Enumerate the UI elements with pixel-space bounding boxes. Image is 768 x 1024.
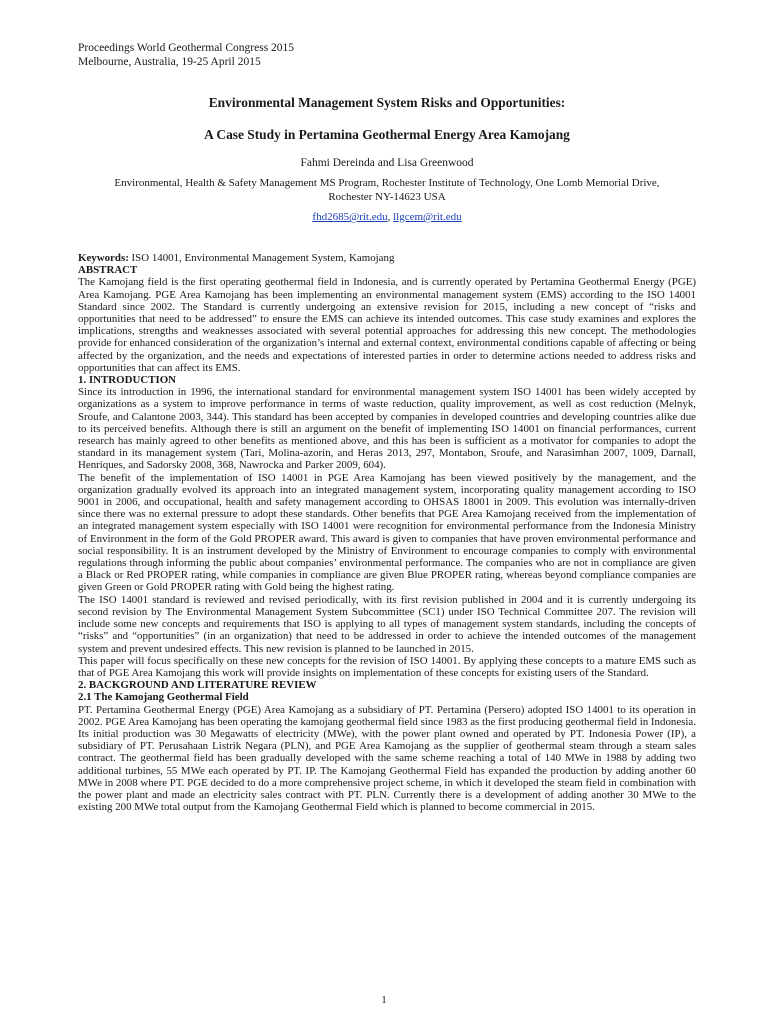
conference-header (78, 42, 294, 69)
affiliation-line2: Rochester NY-14623 USA (328, 190, 446, 203)
keywords-text: ISO 14001, Environmental Management System, Kamojang (128, 252, 395, 264)
paper-title-line1: Environmental Management System Risks and Opportunities: (208, 95, 566, 110)
authors: Fahmi Dereinda and Lisa Greenwood (300, 157, 474, 169)
email-link-1[interactable]: fhd2685@rit.edu (312, 211, 388, 223)
author-emails (78, 211, 696, 223)
email-link-2[interactable]: llgcem@rit.edu (393, 211, 462, 223)
keywords (78, 252, 696, 264)
conference-name: Proceedings World Geothermal Congress 2015 (78, 42, 295, 54)
email-separator: , (387, 211, 394, 223)
introduction-paragraph-4: This paper will focus specifically on these new concepts for the revision of ISO 14001. By applying these concepts to a mature EMS such as that of PGE Area Kamojang this work will provide insights on implementation of these concepts for existing users of the Standard. (78, 654, 696, 679)
abstract-heading: ABSTRACT (78, 264, 138, 277)
introduction-paragraph-3: The ISO 14001 standard is reviewed and revised periodically, with its first revision published in 2004 and it is currently undergoing its second revision by The Environmental Management System Subcommittee (SC1) under ISO Technical Committee 207. The revision will include some new concepts and requirements that ISO is applying to all types of management system standards, including the concepts of “risks” and “opportunities” (in an organization) that need to be addressed in order to achieve the intended outcomes of the management system and prevent undesired effects. This new revision is planned to be launched in 2015. (78, 593, 696, 655)
background-subheading: 2.1 The Kamojang Geothermal Field (78, 691, 249, 704)
keywords-label: Keywords: (78, 252, 129, 264)
affiliation-line1: Environmental, Health & Safety Management MS Program, Rochester Institute of Technology, One Lomb Memorial Drive, (114, 177, 660, 189)
introduction-paragraph-1: Since its introduction in 1996, the international standard for environmental management system ISO 14001 has been widely accepted by organizations as a system to improve performance in terms of waste reduction, quality improvement, as well as cost reduction (Melnyk, Sroufe, and Calantone 2003, 344). This standard has been accepted by companies in developed countries and developing countries alike due to its perceived benefits. Although there is still an argument on the benefit of implementing ISO 14001 on financial performances, current research has mainly agreed to other benefits as mentioned above, and this has been is sufficient as a motivator for companies to adopt the standard in its management system (Tari, Molina-azorin, and Heras 2013, 297, Montabon, Sroufe, and Narasimhan 2007, 1009, Darnall, Henriques, and Sadorsky 2008, 368, Nawrocka and Parker 2009, 604). (78, 386, 696, 472)
paper-body (78, 252, 696, 813)
affiliation (78, 177, 696, 204)
paper-title-line2: A Case Study in Pertamina Geothermal Energy Area Kamojang (204, 127, 570, 142)
abstract-text: The Kamojang field is the first operating geothermal field in Indonesia, and is currently operated by Pertamina Geothermal Energy (PGE) Area Kamojang. PGE Area Kamojang has been implementing an environmental management system (EMS) according to the ISO 14001 Standard since 2002. The Standard is currently undergoing an extensive revision for 2015, including a new concept of “risks and opportunities that need to be addressed” to ensure the EMS can achieve its intended outcomes. This case study examines and explores the implications, strengths and weaknesses associated with several potential approaches for addressing this new concept. The methodologies provide for enhanced consideration of the organization’s internal and external context, environmental conditions capable of affecting or being affected by the organization, and the needs and expectations of interested parties in order to determine actions needed to address risks and opportunities that can affect its EMS. (78, 276, 696, 374)
page-number: 1 (381, 994, 387, 1006)
background-heading: 2. BACKGROUND AND LITERATURE REVIEW (78, 679, 317, 692)
introduction-paragraph-2: The benefit of the implementation of ISO 14001 in PGE Area Kamojang has been viewed positively by the management, and the organization gradually evolved its approach into an integrated management system, incorporating quality management according to ISO 9001 in 2006, and occupational, health and safety management according to OHSAS 18001 in 2009. This evolution was internally-driven since there was no external pressure to adopt these standards. Other benefits that PGE Area Kamojang received from the implementation of an integrated management system especially with ISO 14001 were recognition for environmental performance from the Indonesia Ministry of Environment in the form of the Gold PROPER award. This award is given to companies that have proven environmental performance and social responsibility. It is an instrument developed by the Ministry of Environment to encourage companies to comply with environmental regulations through informing the public about companies’ environmental performance. The companies who are not in compliance are given a Black or Red PROPER rating, while companies in compliance are given Blue PROPER rating, whereas beyond compliance companies are given Green or Gold PROPER rating with Gold being the highest rating. (78, 471, 696, 594)
background-text: PT. Pertamina Geothermal Energy (PGE) Area Kamojang as a subsidiary of PT. Pertamina (Persero) adopted ISO 14001 to its operation in 2002. PGE Area Kamojang has been operating the kamojang geothermal field since 1983 as the first producing geothermal field in Indonesia. Its initial production was 30 Megawatts of electricity (MWe), with the power plant owned and operated by PT. Indonesia Power (IP), a subsidiary of PT. Perusahaan Listrik Negara (PLN), and PGE Area Kamojang as the supplier of geothermal steam through a steam sales contract. The geothermal field has been gradually developed with the same scheme reaching a total of 140 MWe in 1988 by adding two additional turbines, 55 MWe each operated by PT. IP. The Kamojang Geothermal Field has expanded the production by adding another 60 MWe in 2008 where PT. PGE decided to do a more comprehensive project scheme, in which it developed the steam field in combination with the power plant and made an electricity sales contract with PT. PLN. Currently there is a development of adding another 30 MWe to the existing 200 MWe total output from the Kamojang Geothermal Field which is planned to become commercial in 2015. (78, 703, 696, 814)
conference-location: Melbourne, Australia, 19-25 April 2015 (78, 55, 261, 68)
introduction-heading: 1. INTRODUCTION (78, 374, 177, 387)
